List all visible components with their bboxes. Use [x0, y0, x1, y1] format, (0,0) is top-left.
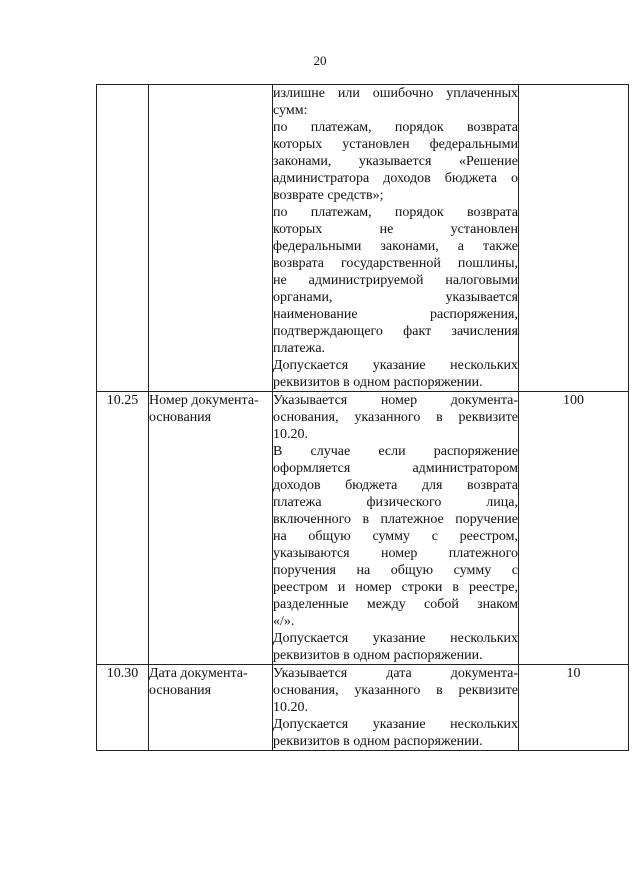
description-line: подтверждающего факт зачисления	[273, 324, 518, 339]
description-line: возврате средств»;	[273, 188, 384, 203]
requisites-table	[96, 84, 629, 751]
description-line: 10.20.	[273, 700, 308, 715]
description-line: основания, указанного в реквизите	[273, 410, 518, 425]
table-row	[97, 665, 629, 751]
description-line: включенного в платежное поручение	[273, 512, 518, 527]
description-line: возврата государственной пошлины,	[273, 256, 518, 271]
description-line: оформляется администратором	[273, 461, 518, 476]
row-description	[273, 85, 519, 392]
table-row	[97, 85, 629, 392]
description-line: указываются номер платежного	[273, 546, 518, 561]
description-line: которых не установлен	[273, 222, 518, 237]
description-line: платежа физического лица,	[273, 495, 518, 510]
description-line: по платежам, порядок возврата	[273, 120, 518, 135]
description-line: В случае если распоряжение	[273, 444, 518, 459]
description-line: излишне или ошибочно уплаченных	[273, 86, 518, 101]
row-number: 10.30	[97, 665, 149, 751]
description-line: поручения на общую сумму с	[273, 563, 518, 578]
description-line: Указывается дата документа-	[273, 666, 518, 681]
description-line: реестром и номер строки в реестре,	[273, 580, 518, 595]
row-number	[97, 85, 149, 392]
description-line: 10.20.	[273, 427, 308, 442]
row-length: 10	[519, 665, 629, 751]
description-line: Допускается указание нескольких	[273, 631, 518, 646]
description-line: основания, указанного в реквизите	[273, 683, 518, 698]
description-line: сумм:	[273, 103, 308, 118]
description-line: законами, указывается «Решение	[273, 154, 518, 169]
page-number: 20	[313, 53, 327, 68]
row-length: 100	[519, 392, 629, 665]
description-line: по платежам, порядок возврата	[273, 205, 518, 220]
description-line: доходов бюджета для возврата	[273, 478, 518, 493]
description-line: федеральными законами, а также	[273, 239, 518, 254]
description-line: Допускается указание нескольких	[273, 358, 518, 373]
description-line: платежа.	[273, 341, 326, 356]
description-line: «/».	[273, 614, 295, 629]
row-number: 10.25	[97, 392, 149, 665]
row-description	[273, 392, 519, 665]
description-line: которых установлен федеральными	[273, 137, 518, 152]
description-line: наименование распоряжения,	[273, 307, 518, 322]
description-line: администратора доходов бюджета о	[273, 171, 518, 186]
row-length	[519, 85, 629, 392]
description-line: реквизитов в одном распоряжении.	[273, 375, 483, 390]
row-description	[273, 665, 519, 751]
description-line: не администрируемой налоговыми	[273, 273, 518, 288]
description-line: разделенные между собой знаком	[273, 597, 518, 612]
description-line: Допускается указание нескольких	[273, 717, 518, 732]
description-line: реквизитов в одном распоряжении.	[273, 648, 483, 663]
table-row	[97, 392, 629, 665]
row-name: Номер документа-основания	[149, 392, 273, 665]
description-line: органами, указывается	[273, 290, 518, 305]
description-line: на общую сумму с реестром,	[273, 529, 518, 544]
row-name	[149, 85, 273, 392]
row-name: Дата документа-основания	[149, 665, 273, 751]
table-body	[97, 85, 629, 751]
description-line: реквизитов в одном распоряжении.	[273, 734, 483, 749]
description-line: Указывается номер документа-	[273, 393, 518, 408]
